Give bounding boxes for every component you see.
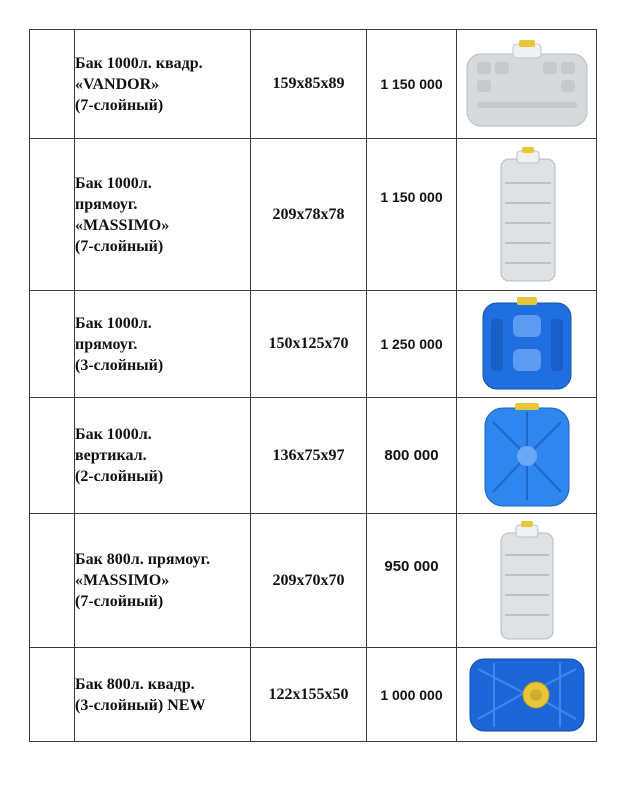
product-image-cell <box>457 648 597 742</box>
row-number-cell <box>30 291 75 398</box>
product-image-cell <box>457 514 597 648</box>
product-name-cell: Бак 1000л. прямоуг. «MASSIMO» (7-слойный) <box>75 139 251 291</box>
price-cell: 1 150 000 <box>367 139 457 291</box>
blue-rectangular-tank-icon <box>477 295 577 393</box>
price-cell: 1 250 000 <box>367 291 457 398</box>
price-table <box>29 29 597 742</box>
product-image-cell <box>457 291 597 398</box>
table-row <box>30 291 597 398</box>
product-name-cell: Бак 1000л. прямоуг. (3-слойный) <box>75 291 251 398</box>
dimensions-cell: 159х85х89 <box>251 30 367 139</box>
dimensions-cell: 150х125х70 <box>251 291 367 398</box>
row-number-cell <box>30 398 75 514</box>
table-row <box>30 514 597 648</box>
white-square-tank-icon <box>463 36 591 132</box>
product-name-cell: Бак 1000л. вертикал. (2-слойный) <box>75 398 251 514</box>
table-row <box>30 398 597 514</box>
table-row <box>30 30 597 139</box>
product-image-cell <box>457 139 597 291</box>
row-number-cell <box>30 139 75 291</box>
price-cell: 1 150 000 <box>367 30 457 139</box>
price-cell: 800 000 <box>367 398 457 514</box>
product-name-cell: Бак 800л. прямоуг. «MASSIMO» (7-слойный) <box>75 514 251 648</box>
blue-flat-tank-icon <box>464 653 590 737</box>
white-tall-tank-icon <box>489 519 565 643</box>
row-number-cell <box>30 514 75 648</box>
product-name-cell: Бак 1000л. квадр. «VANDOR» (7-слойный) <box>75 30 251 139</box>
blue-vertical-tank-icon <box>479 402 575 510</box>
dimensions-cell: 136х75х97 <box>251 398 367 514</box>
dimensions-cell: 122х155х50 <box>251 648 367 742</box>
table-row <box>30 139 597 291</box>
product-name-cell: Бак 800л. квадр. (3-слойный) NEW <box>75 648 251 742</box>
dimensions-cell: 209х78х78 <box>251 139 367 291</box>
table-row <box>30 648 597 742</box>
row-number-cell <box>30 648 75 742</box>
row-number-cell <box>30 30 75 139</box>
product-image-cell <box>457 398 597 514</box>
white-tall-tank-icon <box>487 145 567 285</box>
price-cell: 950 000 <box>367 514 457 648</box>
product-image-cell <box>457 30 597 139</box>
dimensions-cell: 209х70х70 <box>251 514 367 648</box>
price-cell: 1 000 000 <box>367 648 457 742</box>
